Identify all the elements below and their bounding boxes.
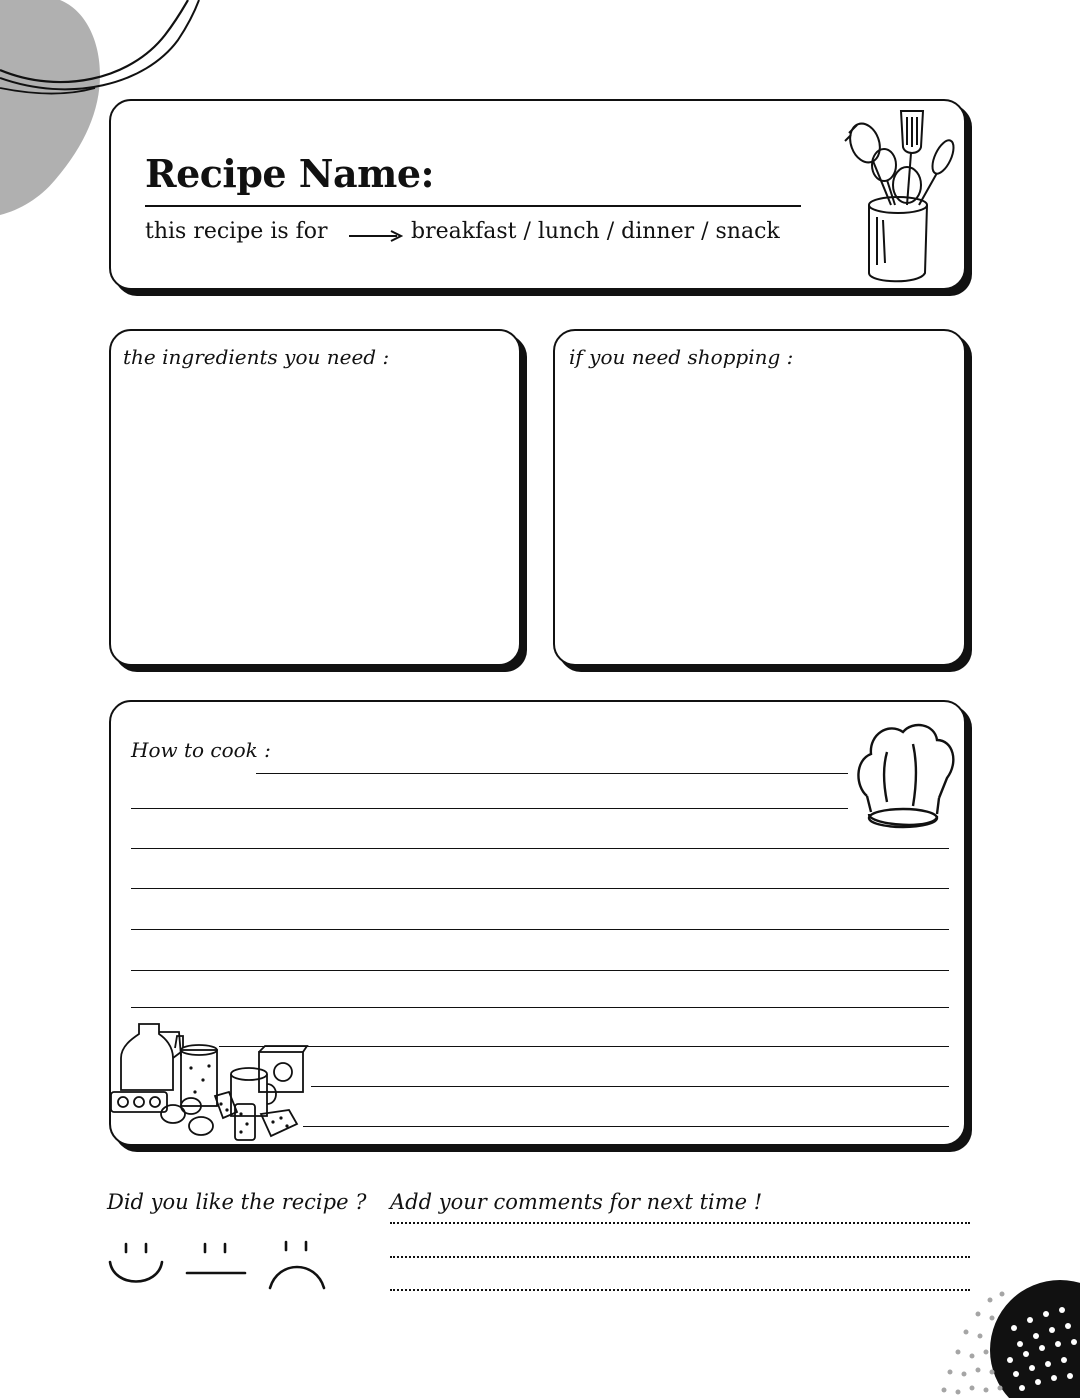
sad-face-icon[interactable] [266,1238,328,1294]
cook-line-5 [131,929,949,930]
comment-line-3[interactable] [390,1289,970,1291]
comment-line-1[interactable] [390,1222,970,1224]
smile-face-icon[interactable] [106,1240,166,1288]
meal-options-text: breakfast / lunch / dinner / snack [411,219,780,244]
cook-line-2 [131,808,848,809]
cook-line-1 [256,773,848,774]
how-to-cook-label: How to cook : [131,738,271,762]
recipe-name-line [145,205,801,207]
kitchen-items-illustration [111,1018,311,1146]
ingredients-card [109,329,521,666]
recipe-name-title: Recipe Name: [145,151,435,196]
arrow-right-icon [349,229,403,243]
chef-hat-icon [853,716,957,838]
cook-line-3 [131,848,949,849]
cook-line-4 [131,888,949,889]
cook-line-7 [131,1007,949,1008]
cook-line-9 [311,1086,949,1087]
recipe-header-card [109,99,966,290]
meal-prefix-text: this recipe is for [145,219,328,244]
utensils-jar-icon [839,105,959,289]
neutral-face-icon[interactable] [185,1240,247,1280]
shopping-label: if you need shopping : [569,345,794,369]
ingredients-label: the ingredients you need : [123,345,390,369]
cook-line-8 [219,1046,949,1047]
cook-line-6 [131,970,949,971]
comments-label: Add your comments for next time ! [390,1190,763,1214]
cook-line-10 [303,1126,949,1127]
how-to-cook-card [109,700,966,1146]
feedback-question: Did you like the recipe ? [107,1190,367,1214]
comment-line-2[interactable] [390,1256,970,1258]
shopping-card [553,329,966,666]
